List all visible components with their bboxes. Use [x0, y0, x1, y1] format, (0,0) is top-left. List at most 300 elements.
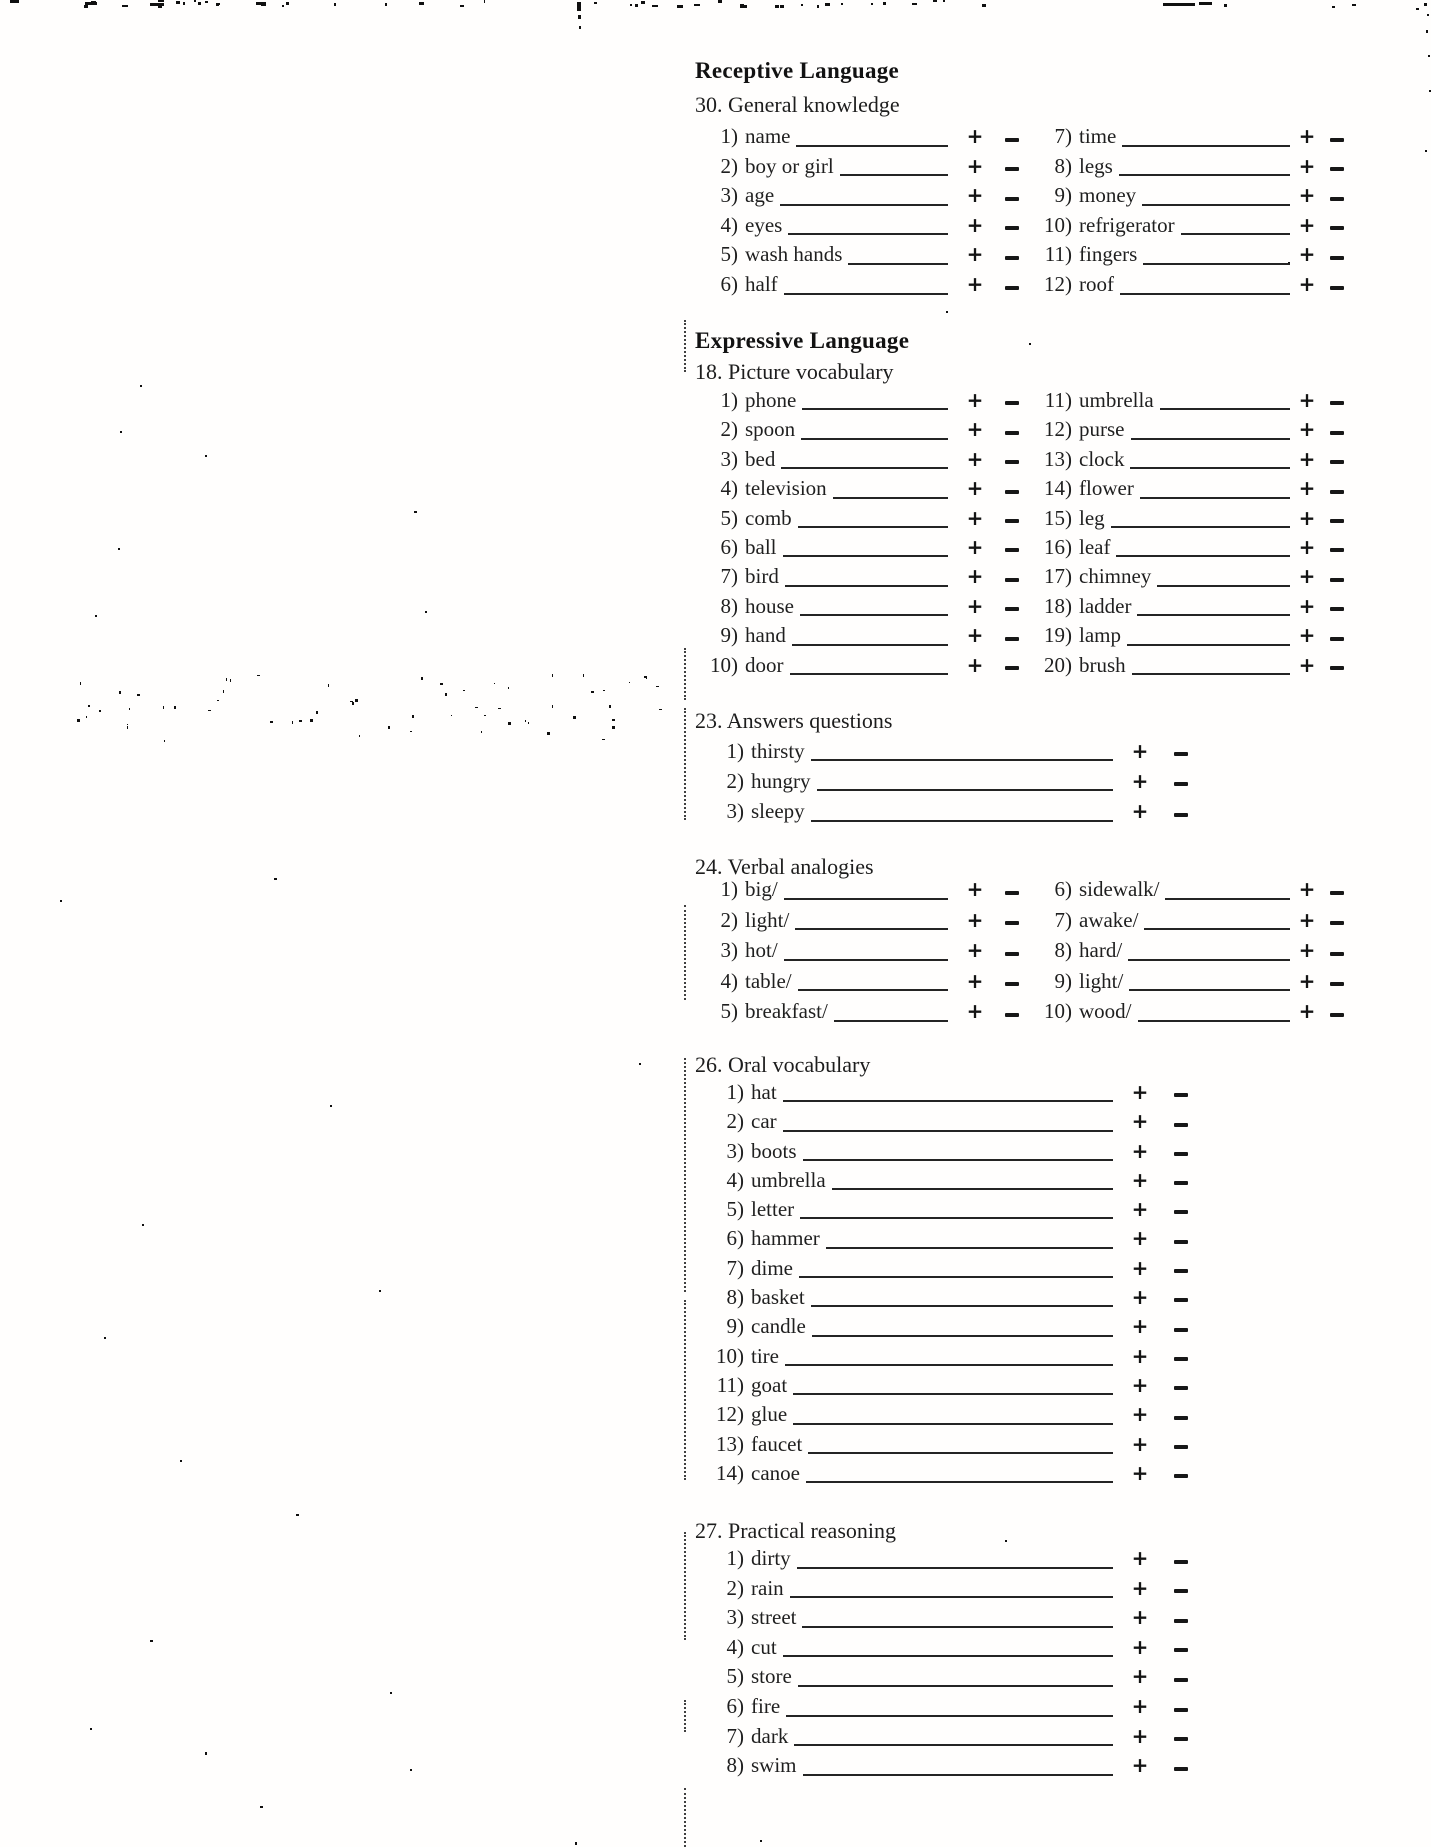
- minus-mark: [1322, 386, 1352, 415]
- right-item-cell: [1072, 935, 1292, 966]
- answer-blank-line: [783, 1655, 1113, 1657]
- noise-dot: [451, 715, 452, 716]
- answer-blank-line: [826, 1247, 1113, 1249]
- item-number: 2): [720, 907, 738, 932]
- item-label: name: [745, 124, 791, 148]
- left-item-cell: [700, 152, 950, 182]
- minus-bar-icon: [1005, 1013, 1019, 1017]
- answer-blank-line: [811, 820, 1113, 822]
- answer-blank-line: [798, 1685, 1113, 1687]
- item-label: dime: [751, 1255, 793, 1280]
- minus-mark: [1322, 270, 1352, 300]
- plus-mark: +: [1131, 1575, 1149, 1600]
- right-item-cell: [1072, 386, 1292, 415]
- item-label: tire: [751, 1343, 779, 1368]
- answer-blank-line: [1120, 293, 1290, 295]
- answer-blank-line: [1119, 174, 1290, 176]
- noise-dot: [583, 674, 584, 677]
- noise-dot: [388, 726, 390, 729]
- item-number: 6): [1054, 877, 1072, 901]
- noise-dot: [943, 0, 945, 2]
- minus-bar-icon: [1174, 1269, 1188, 1273]
- form-item-row: [700, 1400, 1197, 1429]
- noise-dot: [118, 548, 120, 550]
- minus-mark: [1322, 211, 1352, 241]
- noise-dot: [140, 385, 142, 387]
- noise-dot: [841, 3, 843, 5]
- item-number: 5): [726, 1197, 744, 1222]
- answer-blank-line: [1140, 497, 1290, 499]
- item-number: 3): [726, 799, 744, 824]
- answer-blank-line: [784, 898, 948, 900]
- minus-mark: [1165, 1283, 1197, 1312]
- item-number: 4): [726, 1167, 744, 1192]
- minus-mark: [1000, 240, 1024, 270]
- form-item-row: [700, 1195, 1197, 1224]
- noise-dot: [612, 719, 615, 721]
- noise-dot: [463, 690, 465, 691]
- minus-bar-icon: [1330, 891, 1344, 895]
- noise-dot: [150, 1640, 153, 1642]
- minus-bar-icon: [1330, 666, 1344, 670]
- answer-blank-line: [1127, 644, 1290, 646]
- form-item-row: [700, 504, 1352, 533]
- minus-mark: [1000, 152, 1024, 182]
- answer-blank-line: [833, 497, 948, 499]
- answer-blank-line: [1143, 263, 1290, 265]
- noise-dot: [694, 4, 700, 6]
- minus-bar-icon: [1005, 197, 1019, 201]
- minus-bar-icon: [1174, 1560, 1188, 1564]
- noise-dot: [475, 707, 478, 708]
- plus-mark: +: [1131, 1109, 1149, 1134]
- answer-blank-line: [1130, 467, 1290, 469]
- item-label: basket: [751, 1285, 805, 1310]
- answer-blank-line: [1128, 959, 1290, 961]
- plus-mark: +: [966, 183, 984, 208]
- noise-dot: [226, 678, 227, 681]
- right-item-cell: [1072, 445, 1292, 474]
- left-item-cell: [700, 181, 950, 211]
- minus-mark: [1165, 1166, 1197, 1195]
- answer-blank-line: [798, 526, 948, 528]
- item-number: 4): [720, 968, 738, 993]
- minus-mark: [1165, 1312, 1197, 1341]
- noise-dot: [630, 4, 632, 6]
- noise-dot: [740, 5, 746, 8]
- item-label: sleepy: [751, 799, 805, 824]
- minus-mark: [1000, 533, 1024, 562]
- minus-bar-icon: [1174, 1589, 1188, 1593]
- form-item-row: [700, 874, 1352, 905]
- answer-blank-line: [795, 928, 948, 930]
- dotted-edge-line: [684, 1532, 686, 1640]
- noise-dot: [644, 676, 647, 678]
- left-item-cell: [700, 270, 950, 300]
- left-item-cell: [700, 592, 950, 621]
- item-number: 6): [720, 271, 738, 296]
- answer-blank-line: [799, 1276, 1113, 1278]
- minus-bar-icon: [1174, 1445, 1188, 1449]
- plus-mark: +: [1298, 505, 1316, 530]
- minus-mark: [1322, 966, 1352, 997]
- minus-bar-icon: [1330, 401, 1344, 405]
- minus-bar-icon: [1174, 1123, 1188, 1127]
- plus-mark: +: [1298, 623, 1316, 648]
- noise-dot: [198, 2, 201, 5]
- item-label: car: [751, 1109, 777, 1134]
- form-item-row: [700, 1283, 1197, 1312]
- noise-dot: [174, 706, 176, 709]
- expressive-language-heading: Expressive Language: [695, 328, 910, 353]
- minus-bar-icon: [1330, 286, 1344, 290]
- minus-bar-icon: [1005, 490, 1019, 494]
- item-label: store: [751, 1664, 792, 1689]
- noise-dot: [425, 611, 427, 613]
- answer-blank-line: [792, 644, 948, 646]
- item-label: dark: [751, 1723, 789, 1748]
- plus-mark: +: [1131, 1634, 1149, 1659]
- answer-blank-line: [817, 789, 1114, 791]
- noise-dot: [525, 720, 526, 722]
- minus-mark: [1322, 935, 1352, 966]
- plus-mark: +: [966, 877, 984, 901]
- noise-dot: [602, 739, 605, 740]
- answer-blank-line: [1142, 204, 1290, 206]
- minus-mark: [1165, 1574, 1197, 1604]
- noise-dot: [13, 0, 19, 3]
- minus-bar-icon: [1330, 637, 1344, 641]
- dotted-edge-line: [684, 320, 686, 372]
- minus-bar-icon: [1005, 952, 1019, 956]
- minus-bar-icon: [1005, 138, 1019, 142]
- right-item-cell: [1072, 211, 1292, 241]
- minus-bar-icon: [1174, 1767, 1188, 1771]
- noise-dot: [817, 5, 819, 8]
- right-item-cell: [1072, 474, 1292, 503]
- minus-mark: [1322, 445, 1352, 474]
- right-item-cell: [1072, 270, 1292, 300]
- item-number: 10): [716, 1343, 744, 1368]
- right-item-cell: [1072, 592, 1292, 621]
- minus-bar-icon: [1330, 256, 1344, 260]
- noise-dot: [440, 683, 443, 685]
- noise-dot: [316, 711, 318, 714]
- noise-dot: [261, 3, 266, 6]
- minus-bar-icon: [1005, 921, 1019, 925]
- minus-mark: [1165, 1751, 1197, 1781]
- item-label: spoon: [745, 417, 796, 442]
- minus-mark: [1322, 181, 1352, 211]
- plus-mark: +: [966, 564, 984, 589]
- noise-dot: [484, 0, 485, 3]
- item-label: lamp: [1079, 623, 1121, 648]
- plus-mark: +: [1131, 1372, 1149, 1397]
- item-label: glue: [751, 1402, 788, 1427]
- answer-blank-line: [1138, 1020, 1291, 1022]
- noise-dot: [883, 2, 886, 5]
- answer-blank-line: [811, 759, 1113, 761]
- minus-bar-icon: [1330, 578, 1344, 582]
- noise-dot: [150, 3, 164, 6]
- form-item-row: [700, 1224, 1197, 1253]
- minus-mark: [1165, 1722, 1197, 1752]
- item-label: age: [745, 183, 775, 208]
- item-label: legs: [1079, 153, 1113, 178]
- answer-blank-line: [802, 1626, 1113, 1628]
- answer-blank-line: [834, 1020, 948, 1022]
- item-label: cut: [751, 1634, 777, 1659]
- item-number: 10): [1044, 212, 1072, 237]
- form-item-row: [700, 122, 1352, 152]
- left-item-cell: [700, 240, 950, 270]
- item-number: 11): [1044, 242, 1072, 267]
- plus-mark: +: [1298, 877, 1316, 901]
- minus-mark: [1165, 1107, 1197, 1136]
- plus-mark: +: [1298, 153, 1316, 178]
- noise-dot: [91, 1, 96, 4]
- noise-dot: [256, 2, 266, 5]
- answer-blank-line: [790, 1596, 1113, 1598]
- right-item-cell: [1072, 651, 1292, 680]
- plus-mark: +: [1131, 1693, 1149, 1718]
- item-number: 1): [726, 739, 744, 763]
- dotted-edge-line: [684, 1300, 686, 1480]
- answer-blank-line: [783, 555, 949, 557]
- form-item-row: [700, 445, 1352, 474]
- item-number: 14): [716, 1460, 744, 1485]
- minus-mark: [1000, 592, 1024, 621]
- noise-dot: [419, 2, 424, 5]
- noise-dot: [484, 715, 486, 716]
- minus-mark: [1000, 122, 1024, 152]
- answer-blank-line: [1132, 673, 1290, 675]
- noise-dot: [90, 1728, 92, 1730]
- form-item-row: [700, 796, 1197, 826]
- minus-bar-icon: [1174, 1152, 1188, 1156]
- minus-mark: [1165, 1342, 1197, 1371]
- noise-dot: [120, 431, 122, 433]
- minus-mark: [1000, 874, 1024, 905]
- plus-mark: +: [966, 417, 984, 442]
- item-number: 8): [726, 1285, 744, 1310]
- noise-dot: [296, 1514, 299, 1516]
- noise-dot: [946, 311, 948, 313]
- minus-bar-icon: [1005, 460, 1019, 464]
- right-item-cell: [1072, 152, 1292, 182]
- noise-dot: [86, 716, 87, 718]
- minus-mark: [1000, 562, 1024, 591]
- noise-dot: [414, 511, 417, 513]
- noise-dot: [591, 691, 594, 693]
- answer-blank-line: [798, 989, 948, 991]
- noise-dot: [677, 5, 683, 8]
- noise-dot: [80, 682, 81, 685]
- noise-dot: [129, 708, 130, 710]
- noise-dot: [718, 0, 722, 3]
- item-label: awake/: [1079, 907, 1139, 932]
- noise-dot: [137, 694, 140, 696]
- minus-mark: [1165, 1430, 1197, 1459]
- form-item-row: [700, 935, 1352, 966]
- form-item-row: [700, 905, 1352, 936]
- plus-mark: +: [1131, 1402, 1149, 1427]
- item-number: 3): [720, 446, 738, 471]
- left-item-cell: [700, 122, 950, 152]
- item-label: boy or girl: [745, 153, 834, 178]
- right-item-cell: [1072, 415, 1292, 444]
- item-label: door: [745, 652, 784, 677]
- answer-blank-line: [784, 293, 948, 295]
- minus-mark: [1000, 504, 1024, 533]
- plus-mark: +: [1131, 1460, 1149, 1485]
- answer-blank-line: [794, 1744, 1113, 1746]
- noise-dot: [217, 3, 220, 5]
- minus-bar-icon: [1005, 982, 1019, 986]
- minus-bar-icon: [1005, 666, 1019, 670]
- minus-bar-icon: [1174, 752, 1188, 756]
- answer-blank-line: [1111, 526, 1290, 528]
- minus-bar-icon: [1330, 197, 1344, 201]
- noise-dot: [385, 3, 387, 6]
- right-item-cell: [1072, 905, 1292, 936]
- plus-mark: +: [966, 593, 984, 618]
- left-item-cell: [700, 211, 950, 241]
- item-label: light/: [745, 907, 790, 932]
- noise-dot: [299, 720, 302, 722]
- plus-mark: +: [1298, 968, 1316, 993]
- noise-dot: [77, 719, 80, 722]
- noise-dot: [292, 721, 293, 724]
- item-number: 7): [726, 1723, 744, 1748]
- left-item-cell: [700, 445, 950, 474]
- noise-dot: [330, 1105, 332, 1107]
- item-label: refrigerator: [1079, 212, 1175, 237]
- plus-mark: +: [966, 652, 984, 677]
- minus-mark: [1322, 474, 1352, 503]
- plus-mark: +: [966, 907, 984, 932]
- item-label: umbrella: [1079, 388, 1154, 412]
- plus-mark: +: [966, 968, 984, 993]
- minus-mark: [1322, 122, 1352, 152]
- form-item-row: [700, 152, 1352, 182]
- item-number: 4): [720, 212, 738, 237]
- minus-bar-icon: [1330, 460, 1344, 464]
- minus-bar-icon: [1174, 1619, 1188, 1623]
- item-label: phone: [745, 388, 797, 412]
- form-item-row: [700, 1371, 1197, 1400]
- noise-dot: [1332, 6, 1335, 8]
- plus-mark: +: [966, 476, 984, 501]
- minus-mark: [1322, 152, 1352, 182]
- form-item-row: [700, 240, 1352, 270]
- noise-dot: [122, 5, 128, 7]
- left-item-cell: [700, 874, 950, 905]
- item-label: bird: [745, 564, 779, 589]
- minus-mark: [1165, 1692, 1197, 1722]
- item-number: 2): [726, 1109, 744, 1134]
- noise-dot: [547, 732, 550, 735]
- noise-dot: [629, 682, 630, 683]
- minus-mark: [1322, 874, 1352, 905]
- noise-dot: [421, 677, 423, 680]
- item-label: swim: [751, 1753, 797, 1778]
- noise-dot: [127, 724, 128, 725]
- noise-dot: [579, 26, 581, 29]
- noise-dot: [652, 5, 658, 7]
- minus-bar-icon: [1174, 813, 1188, 817]
- plus-mark: +: [1131, 1138, 1149, 1163]
- item-number: 16): [1044, 534, 1072, 559]
- answer-blank-line: [788, 233, 948, 235]
- minus-bar-icon: [1330, 431, 1344, 435]
- noise-dot: [1416, 8, 1419, 10]
- noise-dot: [1199, 2, 1212, 5]
- minus-mark: [1165, 1224, 1197, 1253]
- answer-blank-line: [1157, 585, 1290, 587]
- answer-blank-line: [1129, 989, 1290, 991]
- minus-mark: [1000, 211, 1024, 241]
- noise-dot: [420, 2, 423, 5]
- minus-mark: [1000, 621, 1024, 650]
- item-label: hammer: [751, 1226, 820, 1251]
- noise-dot: [552, 674, 553, 677]
- minus-bar-icon: [1174, 1474, 1188, 1478]
- item-number: 11): [716, 1372, 744, 1397]
- plus-mark: +: [1131, 1723, 1149, 1748]
- right-item-cell: [1072, 562, 1292, 591]
- noise-dot: [84, 5, 88, 8]
- plus-mark: +: [966, 212, 984, 237]
- item-number: 5): [720, 242, 738, 267]
- noise-dot: [656, 686, 659, 687]
- answer-blank-line: [796, 145, 948, 147]
- answer-blank-line: [786, 1715, 1113, 1717]
- answer-blank-line: [793, 1423, 1113, 1425]
- answer-blank-line: [801, 438, 948, 440]
- item-label: umbrella: [751, 1167, 826, 1192]
- item-label: fingers: [1079, 242, 1138, 267]
- minus-bar-icon: [1174, 1386, 1188, 1390]
- minus-mark: [1000, 651, 1024, 680]
- item-label: thirsty: [751, 739, 805, 763]
- form-item-row: [700, 996, 1352, 1027]
- general-knowledge-rows: [700, 122, 1352, 300]
- noise-dot: [379, 1290, 381, 1292]
- noise-dot: [95, 615, 97, 617]
- item-label: money: [1079, 183, 1137, 208]
- noise-dot: [603, 690, 605, 691]
- minus-bar-icon: [1005, 607, 1019, 611]
- minus-bar-icon: [1330, 982, 1344, 986]
- plus-mark: +: [966, 534, 984, 559]
- minus-mark: [1165, 1137, 1197, 1166]
- plus-mark: +: [1298, 564, 1316, 589]
- item-label: roof: [1079, 271, 1114, 296]
- noise-dot: [274, 878, 277, 880]
- noise-dot: [578, 15, 581, 19]
- item-number: 7): [1054, 907, 1072, 932]
- item-label: faucet: [751, 1431, 803, 1456]
- noise-dot: [933, 0, 937, 2]
- noise-dot: [760, 1840, 762, 1842]
- item-number: 12): [716, 1402, 744, 1427]
- noise-dot: [646, 677, 647, 679]
- minus-mark: [1322, 905, 1352, 936]
- item-number: 3): [720, 183, 738, 208]
- plus-mark: +: [966, 623, 984, 648]
- right-item-cell: [1072, 504, 1292, 533]
